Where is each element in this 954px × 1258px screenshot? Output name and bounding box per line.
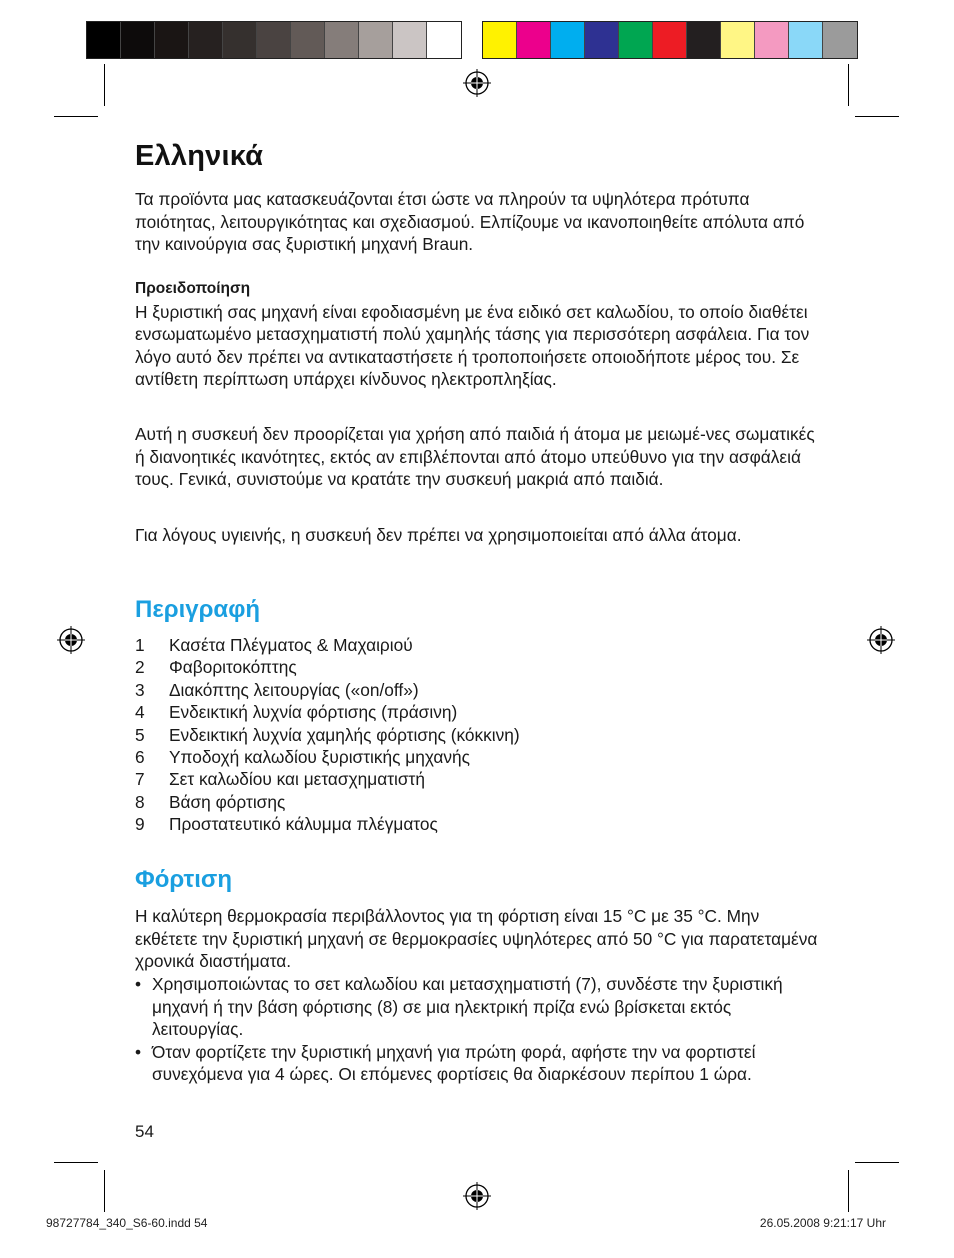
color-swatch	[121, 22, 155, 58]
list-item: 8 Βάση φόρτισης	[135, 791, 286, 812]
crop-mark	[848, 1170, 849, 1212]
crop-mark	[54, 116, 98, 117]
list-item: • Χρησιμοποιώντας το σετ καλωδίου και μετασχηματιστή (7), συνδέστε την ξυριστική μηχανή ή την βάση φόρτισης (8) σε μια ηλεκτρική πρίζα ενώ βρίσκεται εκτός λειτουργίας.	[135, 974, 783, 1039]
warning-paragraph-hygiene: Για λόγους υγιεινής, η συσκευή δεν πρέπει να χρησιμοποιείται από άλλα άτομα.	[135, 525, 742, 545]
charging-paragraph: Η καλύτερη θερμοκρασία περιβάλλοντος για τη φόρτιση είναι 15 °C με 35 °C. Μην εκθέτετε την ξυριστική μηχανή σε θερμοκρασίες υψηλότερες από 50 °C για παρατεταμένα χρονικά διαστήματα.	[135, 906, 818, 971]
registration-mark-icon	[463, 1182, 491, 1210]
color-swatch	[223, 22, 257, 58]
color-swatch	[189, 22, 223, 58]
warning-section	[135, 278, 825, 391]
crop-mark	[855, 1162, 899, 1163]
slug-filename: 98727784_340_S6-60.indd 54	[46, 1216, 208, 1230]
crop-mark	[848, 64, 849, 106]
color-swatch	[427, 22, 461, 58]
list-item: • Όταν φορτίζετε την ξυριστική μηχανή για πρώτη φορά, αφήστε την να φορτιστεί συνεχόμενα για 4 ώρες. Οι επόμενες φορτίσεις θα διαρκέσουν περίπου 1 ώρα.	[135, 1041, 756, 1084]
color-swatch	[155, 22, 189, 58]
color-swatch	[653, 22, 687, 58]
color-swatch	[257, 22, 291, 58]
color-swatch	[619, 22, 653, 58]
list-item: 3 Διακόπτης λειτουργίας («on/off»)	[135, 679, 419, 700]
list-item: 5 Ενδεικτική λυχνία χαμηλής φόρτισης (κόκκινη)	[135, 724, 520, 745]
color-swatch	[87, 22, 121, 58]
color-swatch	[291, 22, 325, 58]
color-swatch	[517, 22, 551, 58]
color-swatch	[325, 22, 359, 58]
process-color-bar	[482, 21, 858, 59]
description-list	[135, 634, 825, 836]
charging-heading: Φόρτιση	[135, 866, 232, 893]
list-item: 1 Κασέτα Πλέγματος & Μαχαιριού	[135, 635, 413, 655]
slug-timestamp: 26.05.2008 9:21:17 Uhr	[759, 1216, 886, 1230]
color-swatch	[687, 22, 721, 58]
list-item: 4 Ενδεικτική λυχνία φόρτισης (πράσινη)	[135, 702, 458, 723]
list-item: 7 Σετ καλωδίου και μετασχηματιστή	[135, 769, 425, 790]
list-item: 2 Φαβοριτοκόπτης	[135, 657, 297, 678]
warning-paragraph: Η ξυριστική σας μηχανή είναι εφοδιασμένη με ένα ειδικό σετ καλωδίου, το οποίο διαθέτει ενσωματωμένο μετασχηματιστή πολύ χαμηλής τάσης για περισσότερη ασφάλεια. Για τον λόγο αυτό δεν πρέπει να αντικαταστήσετε ή τροποποιήσετε οποιοδήποτε μέρος του. Σε αντίθετη περίπτωση υπάρχει κίνδυνος ηλεκτροπληξίας.	[135, 301, 810, 389]
registration-mark-icon	[57, 626, 85, 654]
color-swatch	[359, 22, 393, 58]
color-swatch	[393, 22, 427, 58]
intro-paragraph: Τα προϊόντα μας κατασκευάζονται έτσι ώστε να πληρούν τα υψηλότερα πρότυπα ποιότητας, λειτουργικότητας και σχεδιασμού. Ελπίζουμε να ικανοποιηθείτε απόλυτα από την καινούργια σας ξυριστική μηχανή Braun.	[135, 189, 805, 254]
color-swatch	[551, 22, 585, 58]
page-title: Ελληνικά	[135, 140, 264, 172]
color-swatch	[721, 22, 755, 58]
color-swatch	[585, 22, 619, 58]
list-item: 6 Υποδοχή καλωδίου ξυριστικής μηχανής	[135, 747, 470, 768]
bullet-icon: •	[135, 1041, 142, 1062]
crop-mark	[104, 1170, 105, 1212]
crop-mark	[54, 1162, 98, 1163]
bullet-icon: •	[135, 974, 142, 994]
crop-mark	[104, 64, 105, 106]
description-heading: Περιγραφή	[135, 596, 261, 623]
registration-mark-icon	[463, 69, 491, 97]
list-item: 9 Προστατευτικό κάλυμμα πλέγματος	[135, 814, 438, 835]
crop-mark	[855, 116, 899, 117]
grayscale-color-bar	[86, 21, 462, 59]
color-swatch	[483, 22, 517, 58]
warning-paragraph-children: Αυτή η συσκευή δεν προορίζεται για χρήση από παιδιά ή άτομα με μειωμέ-νες σωματικές ή διανοητικές ικανότητες, εκτός αν επιβλέπονται από άτομο υπεύθυνο για την ασφάλειά τους. Γενικά, συνιστούμε να κρατάτε την συσκευή μακριά από παιδιά.	[135, 424, 815, 489]
color-swatch	[823, 22, 857, 58]
warning-title: Προειδοποίηση	[135, 280, 251, 297]
color-swatch	[755, 22, 789, 58]
charging-bullets	[135, 973, 825, 1086]
registration-mark-icon	[867, 626, 895, 654]
color-swatch	[789, 22, 823, 58]
page-number: 54	[135, 1122, 154, 1141]
